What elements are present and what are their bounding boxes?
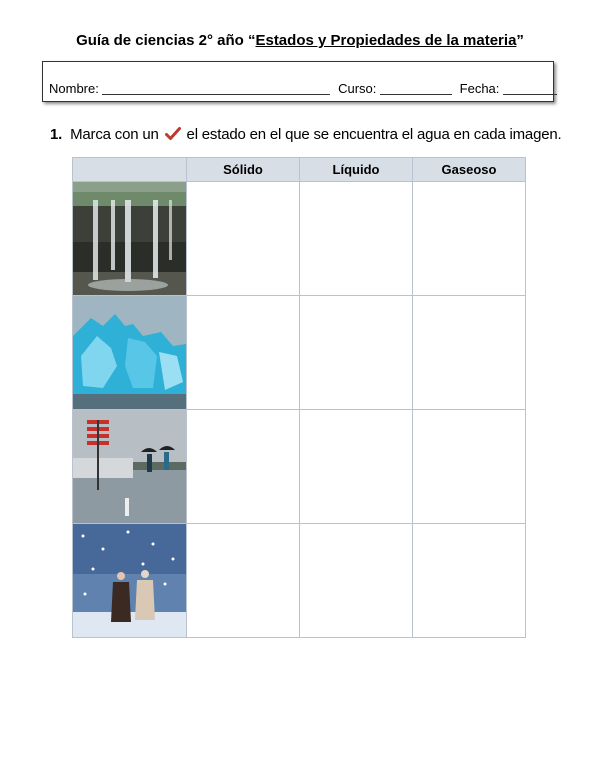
title-text: Guía de ciencias 2° año “ — [76, 32, 256, 49]
table-header-row — [73, 158, 526, 182]
date-label: Fecha: — [459, 81, 500, 96]
table-row — [73, 410, 526, 524]
rain-image — [73, 410, 187, 524]
title-close-quote: ” — [516, 32, 524, 49]
cell-liquido[interactable] — [300, 182, 413, 296]
name-field[interactable] — [102, 82, 330, 95]
snow-image — [73, 524, 187, 638]
waterfall-image — [73, 182, 187, 296]
cell-gaseoso[interactable] — [413, 182, 526, 296]
course-field[interactable] — [380, 82, 452, 95]
cell-liquido[interactable] — [300, 524, 413, 638]
title-underlined-text: Estados y Propiedades de la materia — [255, 32, 517, 49]
cell-gaseoso[interactable] — [413, 296, 526, 410]
question-text-before: Marca con un — [70, 126, 159, 143]
page-title — [0, 32, 600, 49]
table-row — [73, 296, 526, 410]
states-table — [72, 157, 526, 638]
cell-solido[interactable] — [187, 524, 300, 638]
header-solido: Sólido — [187, 158, 300, 182]
header-gaseoso: Gaseoso — [413, 158, 526, 182]
question-number: 1. — [50, 126, 63, 143]
question-text-after: el estado en el que se encuentra el agua en cada imagen. — [186, 126, 562, 143]
course-label: Curso: — [338, 81, 377, 96]
header-liquido: Líquido — [300, 158, 413, 182]
cell-solido[interactable] — [187, 182, 300, 296]
cell-gaseoso[interactable] — [413, 524, 526, 638]
table-row — [73, 524, 526, 638]
student-info-box — [42, 61, 554, 102]
cell-liquido[interactable] — [300, 296, 413, 410]
header-image — [73, 158, 187, 182]
date-field[interactable] — [503, 82, 557, 95]
check-icon — [165, 127, 181, 145]
table-row — [73, 182, 526, 296]
question-1 — [50, 126, 561, 145]
cell-liquido[interactable] — [300, 410, 413, 524]
cell-solido[interactable] — [187, 410, 300, 524]
cell-gaseoso[interactable] — [413, 410, 526, 524]
name-label: Nombre: — [49, 81, 99, 96]
cell-solido[interactable] — [187, 296, 300, 410]
iceberg-image — [73, 296, 187, 410]
